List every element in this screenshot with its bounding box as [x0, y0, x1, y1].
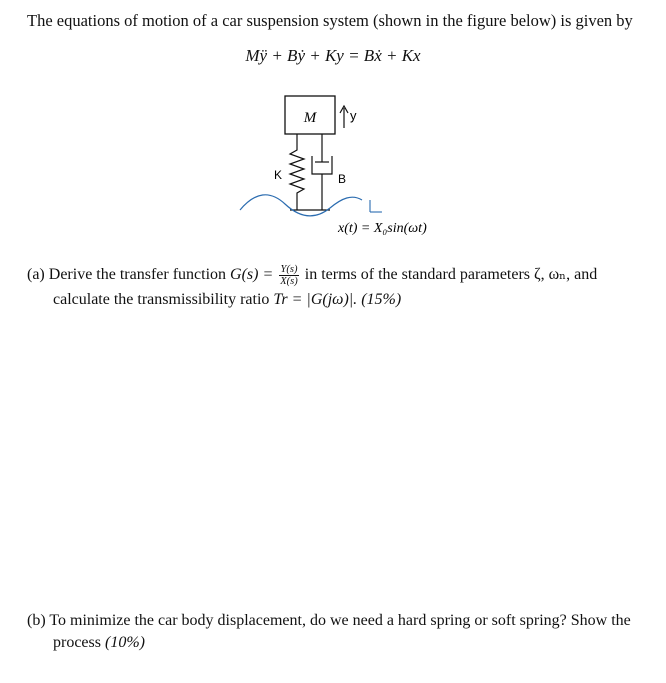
- transfer-function-fraction: [279, 264, 299, 287]
- question-b-line1: [27, 610, 652, 632]
- problem-intro: The equations of motion of a car suspension system (shown in the figure below) is given by: [27, 11, 633, 30]
- fraction-numerator: Y(s): [280, 263, 298, 275]
- road-profile: [240, 195, 362, 216]
- mass-label: M: [303, 110, 317, 126]
- y-label: y: [350, 108, 357, 123]
- question-b-marks: (10%): [104, 634, 145, 651]
- input-label: x(t) = X₀sin(ωt): [338, 221, 427, 236]
- transmissibility-expression: Tr = |G(jω)|.: [273, 291, 358, 308]
- question-b-line2-text: process: [53, 634, 101, 651]
- spring-label: K: [274, 168, 283, 182]
- question-a-text-after: in terms of the standard parameters ζ, ωₙ, and: [304, 266, 598, 283]
- question-b-label: (b): [27, 612, 46, 629]
- question-b-line2: [27, 632, 652, 654]
- transfer-function-symbol: G(s) =: [230, 266, 274, 283]
- equation-of-motion: Mÿ + Bẏ + Ky = Bẋ + Kx: [245, 46, 421, 65]
- question-a-line2: [27, 287, 647, 312]
- suspension-figure: [230, 92, 470, 247]
- question-a-text: Derive the transfer function: [48, 266, 227, 283]
- fraction-denominator: X(s): [280, 275, 298, 287]
- spring: [290, 134, 304, 210]
- question-b: [27, 610, 652, 654]
- damper-label: B: [338, 172, 347, 186]
- question-a-label: (a): [27, 266, 45, 283]
- suspension-diagram: [230, 92, 470, 242]
- question-a-line1: [27, 262, 647, 287]
- question-a-marks: (15%): [361, 291, 402, 308]
- question-a: [27, 262, 647, 312]
- question-b-text: To minimize the car body displacement, do we need a hard spring or soft spring? Show the: [49, 612, 631, 629]
- question-a-line2-text: calculate the transmissibility ratio: [53, 291, 270, 308]
